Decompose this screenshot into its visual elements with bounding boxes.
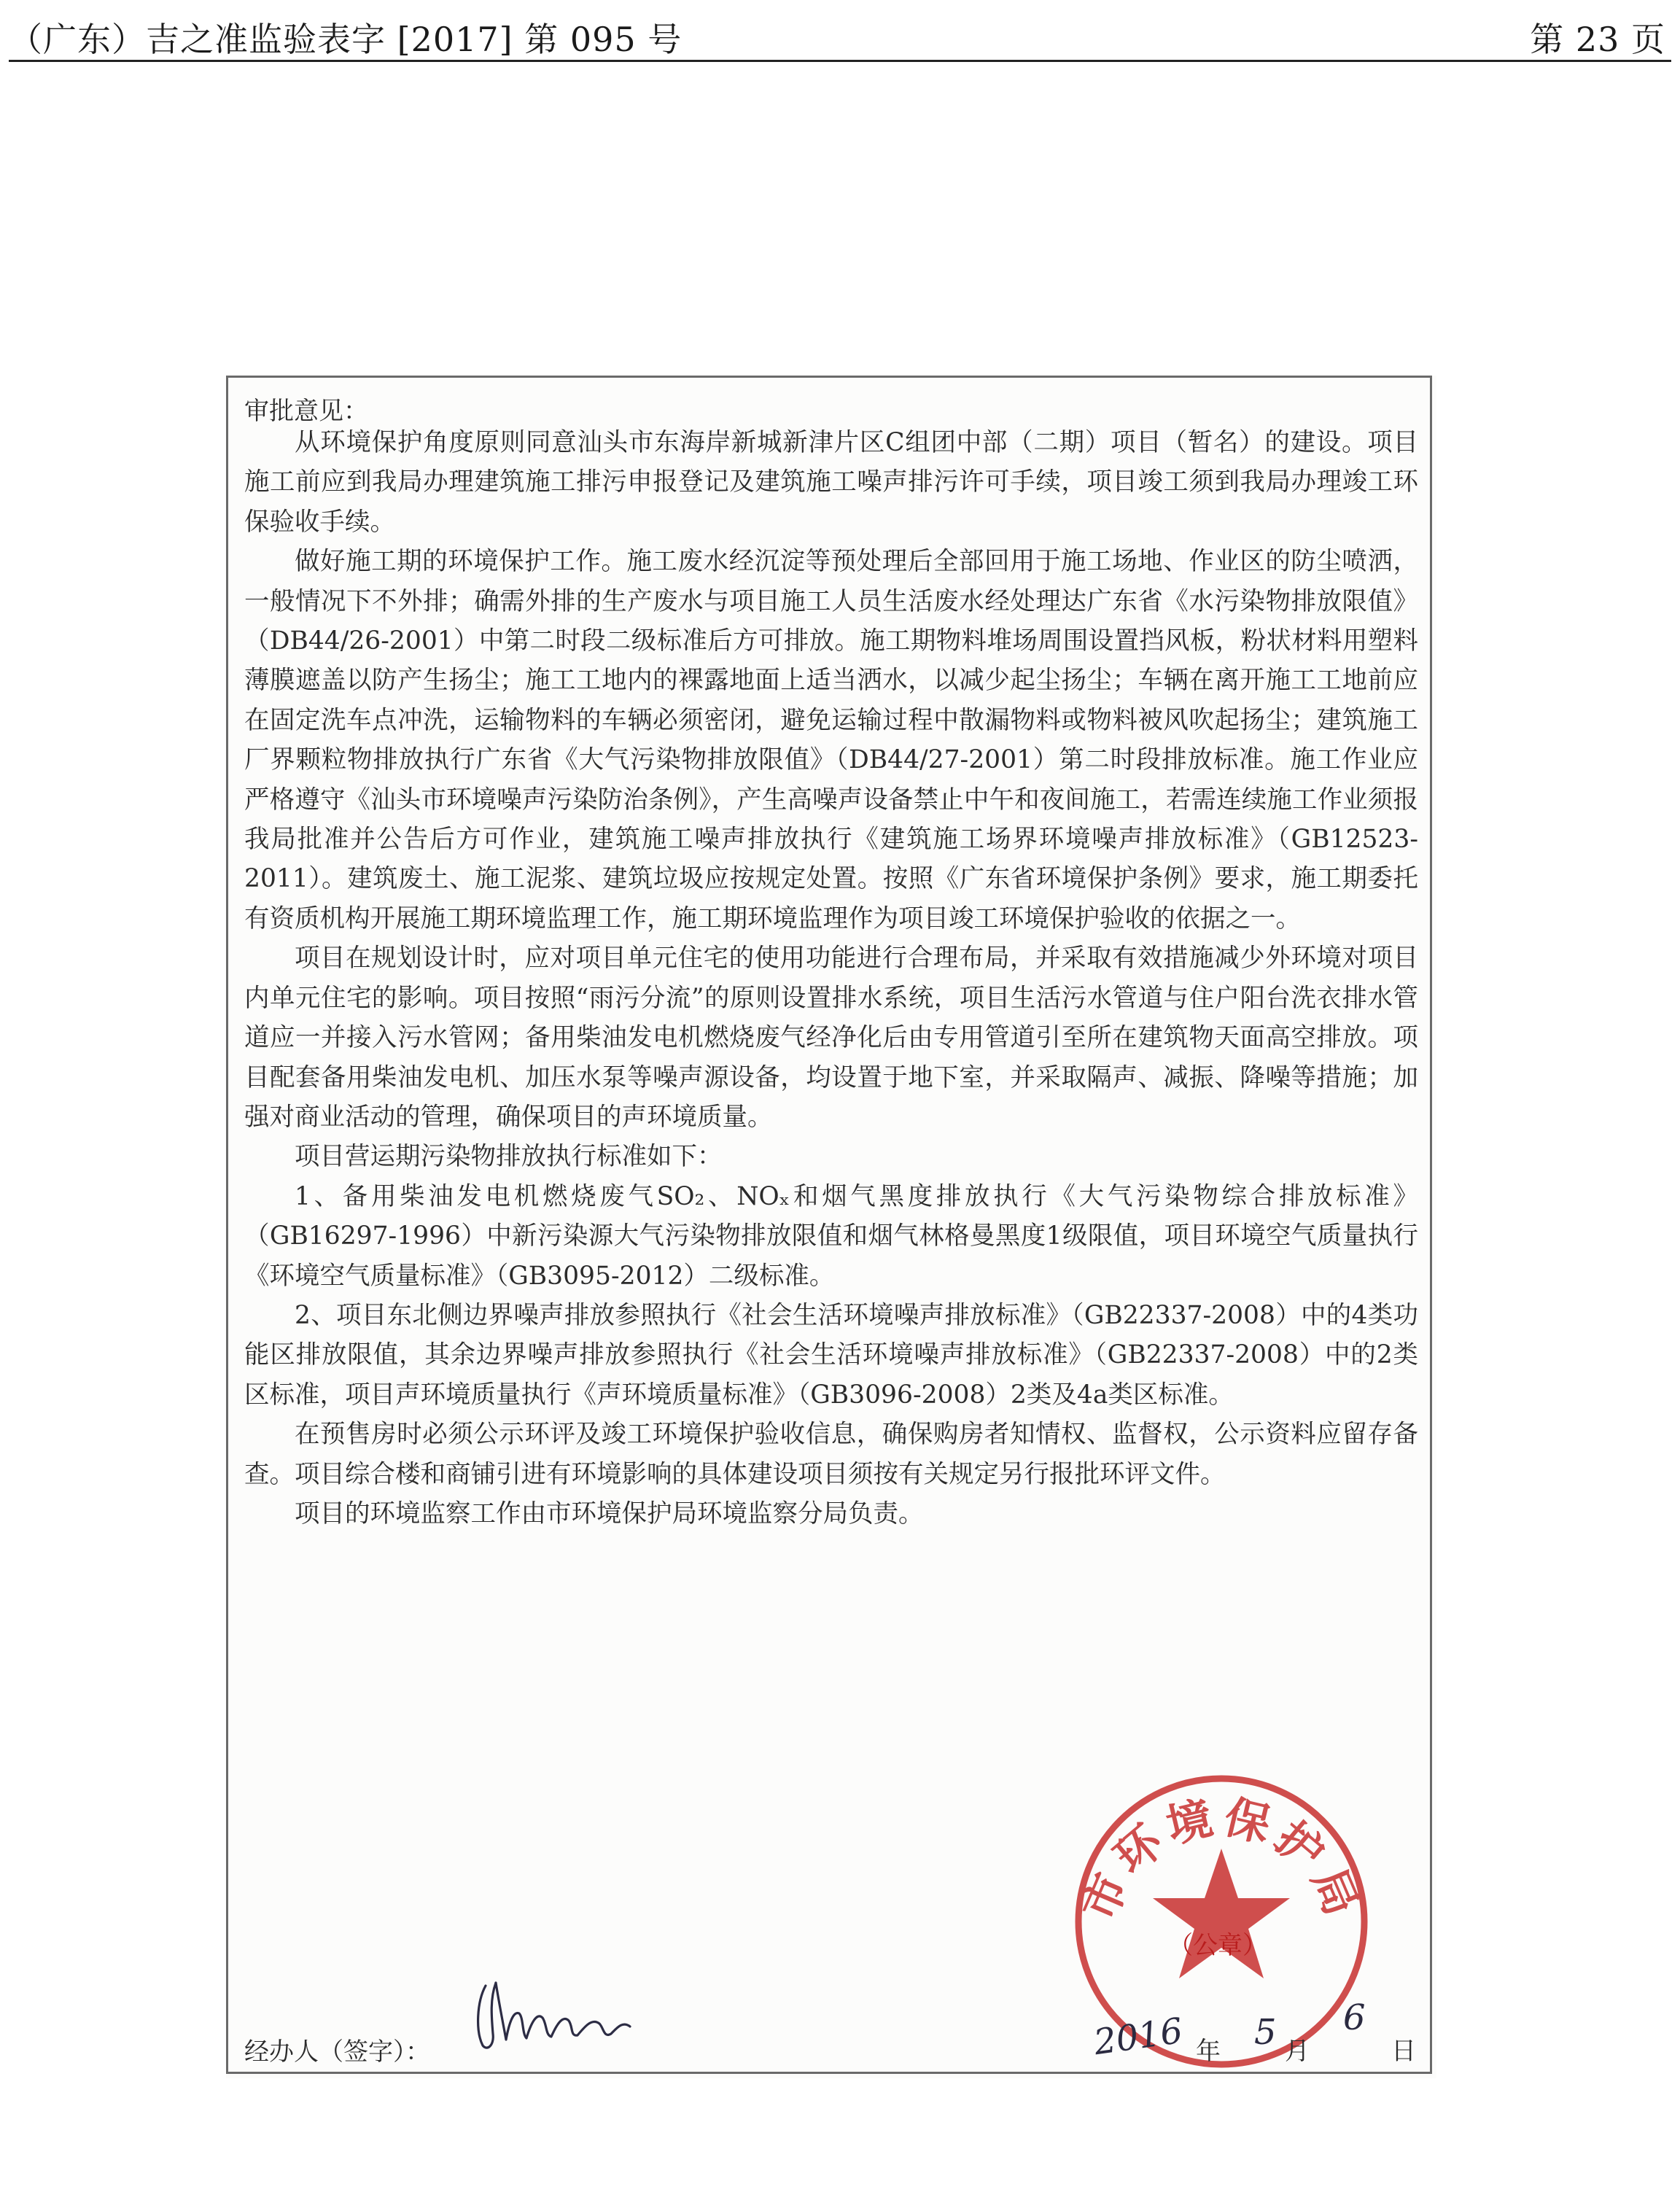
page-header (9, 9, 1671, 62)
approval-paragraph: 1、备用柴油发电机燃烧废气SO₂、NOₓ和烟气黑度排放执行《大气污染物综合排放标准》（GB16297-1996）中新污染源大气污染物排放限值和烟气林格曼黑度1级限值，项目环境空气质量执行《环境空气质量标准》（GB3095-2012）二级标准。 (244, 1181, 1418, 1291)
handwritten-signature (461, 1973, 636, 2060)
approval-title: 审批意见： (244, 397, 368, 426)
approval-paragraph: 项目的环境监察工作由市环境保护局环境监察分局负责。 (295, 1499, 924, 1528)
approval-paragraph: 2、项目东北侧边界噪声排放参照执行《社会生活环境噪声排放标准》（GB22337-2008）中的4类功能区排放限值，其余边界噪声排放参照执行《社会生活环境噪声排放标准》（GB22337-2008）中的2类区标准，项目声环境质量执行《声环境质量标准》（GB3096-2008）2类及4a类区标准。 (244, 1300, 1418, 1410)
date-year-char: 年 (1196, 2037, 1221, 2066)
signer-label: 经办人（签字）： (244, 2037, 430, 2067)
approval-paragraph: 做好施工期的环境保护工作。施工废水经沉淀等预处理后全部回用于施工场地、作业区的防尘喷洒，一般情况下不外排；确需外排的生产废水与项目施工人员生活废水经处理达广东省《水污染物排放限值》（DB44/26-2001）中第二时段二级标准后方可排放。施工期物料堆场周围设置挡风板，粉状材料用塑料薄膜遮盖以防产生扬尘；施工工地内的裸露地面上适当洒水，以减少起尘扬尘；车辆在离开施工工地前应在固定洗车点冲洗，运输物料的车辆必须密闭，避免运输过程中散漏物料或物料被风吹起扬尘；建筑施工厂界颗粒物排放执行广东省《大气污染物排放限值》（DB44/27-2001）第二时段排放标准。施工作业应严格遵守《汕头市环境噪声污染防治条例》，产生高噪声设备禁止中午和夜间施工，若需连续施工作业须报我局批准并公告后方可作业，建筑施工噪声排放执行《建筑施工场界环境噪声排放标准》（GB12523-2011）。建筑废土、施工泥浆、建筑垃圾应按规定处置。按照《广东省环境保护条例》要求，施工期委托有资质机构开展施工期环境监理工作，施工期环境监理作为项目竣工环境保护验收的依据之一。 (244, 547, 1418, 933)
approval-date (1072, 1997, 1416, 2075)
approval-paragraph: 项目营运期污染物排放执行标准如下： (295, 1142, 723, 1172)
page-number: 第 23 页 (1530, 20, 1665, 59)
approval-paragraph: 从环境保护角度原则同意汕头市东海岸新城新津片区C组团中部（二期）项目（暂名）的建设。项目施工前应到我局办理建筑施工排污申报登记及建筑施工噪声排污许可手续，项目竣工须到我局办理竣工环保验收手续。 (244, 428, 1418, 537)
approval-paragraph: 在预售房时必须公示环评及竣工环境保护验收信息，确保购房者知情权、监督权，公示资料应留存备查。项目综合楼和商铺引进有环境影响的具体建设项目须按有关规定另行报批环评文件。 (244, 1420, 1418, 1489)
date-year: 2016 (1091, 2010, 1186, 2064)
date-month: 5 (1254, 2012, 1277, 2053)
approval-body (244, 423, 1418, 1534)
approval-paragraph: 项目在规划设计时，应对项目单元住宅的使用功能进行合理布局，并采取有效措施减少外环境对项目内单元住宅的影响。项目按照“雨污分流”的原则设置排水系统，项目生活污水管道与住户阳台洗衣排水管道应一并接入污水管网；备用柴油发电机燃烧废气经净化后由专用管道引至所在建筑物天面高空排放。项目配套备用柴油发电机、加压水泵等噪声源设备，均设置于地下室，并采取隔声、减振、降噪等措施；加强对商业活动的管理，确保项目的声环境质量。 (244, 944, 1418, 1132)
seal-text: 市环境保护局 (1071, 1790, 1372, 1929)
document-number: （广东）吉之准监验表字 [2017] 第 095 号 (9, 20, 682, 59)
seal-label: （公章） (1168, 1931, 1267, 1960)
scanned-approval-page (226, 376, 1436, 2078)
date-month-char: 月 (1285, 2037, 1310, 2066)
date-day: 6 (1343, 1997, 1366, 2038)
date-day-char: 日 (1391, 2037, 1416, 2066)
